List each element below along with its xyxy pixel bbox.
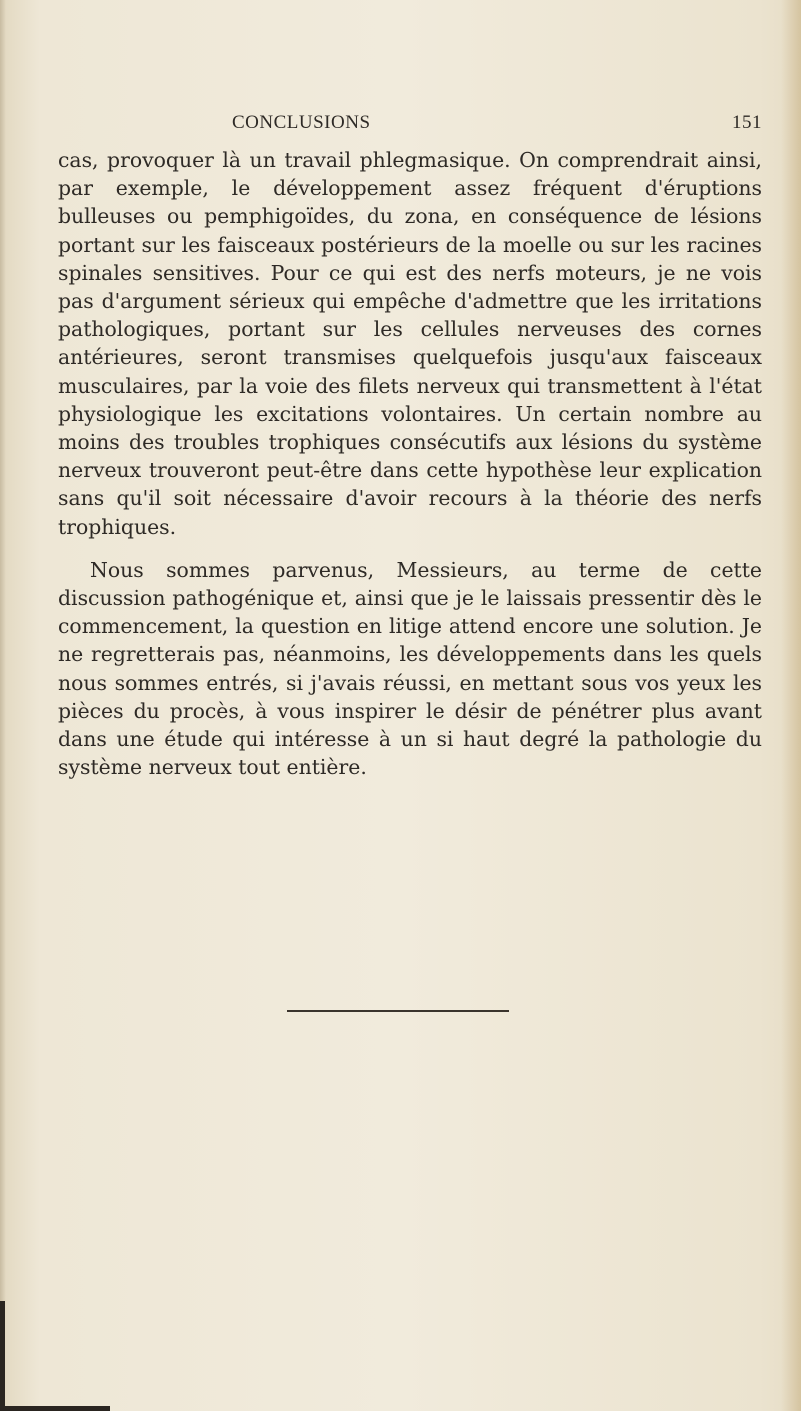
page-number: 151 bbox=[732, 112, 762, 133]
page-edge-shadow-right bbox=[781, 0, 801, 1411]
body-text bbox=[58, 146, 762, 781]
paragraph-conclusion: Nous sommes parvenus, Messieurs, au terme de cette discussion pathogénique et, ainsi que je le laissais pressentir dès le commencement, la question en litige attend encore une solution. Je ne regretterais pas, néanmoins, les développements dans les quels nous sommes entrés, si j'avais réussi, en mettant sous vos yeux les pièces du procès, à vous inspirer le désir de pénétrer plus avant dans une étude qui intéresse à un si haut degré la pathologie du système nerveux tout entière. bbox=[58, 557, 762, 780]
running-title: CONCLUSIONS bbox=[232, 112, 371, 133]
end-rule-divider bbox=[287, 1010, 509, 1012]
page-edge-shadow-left bbox=[0, 0, 6, 1411]
scan-corner-mark bbox=[0, 1301, 110, 1411]
running-head bbox=[232, 112, 762, 138]
paragraph-continuation: cas, provoquer là un travail phlegmasique. On comprendrait ainsi, par exemple, le développement assez fréquent d'éruptions bulleuses ou pemphigoïdes, du zona, en conséquence de lésions portant sur les faisceaux postérieurs de la moelle ou sur les racines spinales sensitives. Pour ce qui est des nerfs moteurs, je ne vois pas d'argument sérieux qui empêche d'admettre que les irritations pathologiques, portant sur les cellules nerveuses des cornes antérieures, seront transmises quelquefois jusqu'aux faisceaux musculaires, par la voie des filets nerveux qui transmettent à l'état physiologique les excitations volontaires. Un certain nombre au moins des troubles trophiques consécutifs aux lésions du système nerveux trouveront peut-être dans cette hypothèse leur explication sans qu'il soit nécessaire d'avoir recours à la théorie des nerfs trophiques. bbox=[58, 148, 762, 539]
